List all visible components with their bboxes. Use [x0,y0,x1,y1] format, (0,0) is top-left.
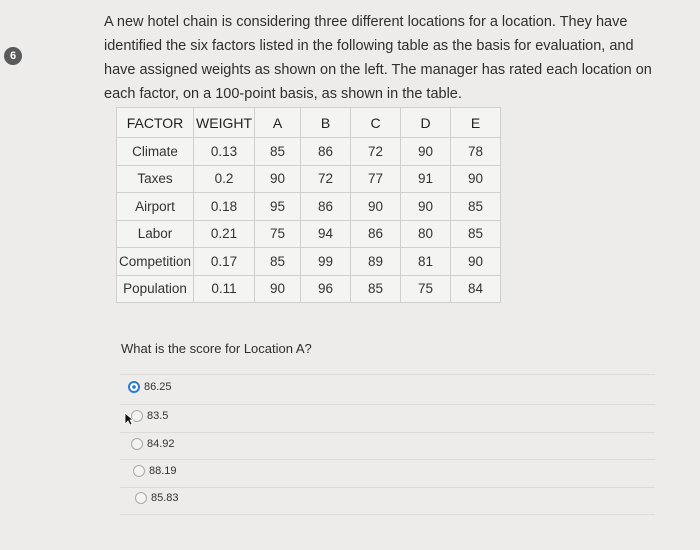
table-row [117,275,501,303]
option-label: 85.83 [151,492,179,504]
table-cell: 0.21 [194,220,255,248]
factor-table [116,107,501,303]
table-cell: 78 [451,138,501,166]
header-factor: FACTOR [117,108,194,138]
table-cell: Competition [117,248,194,276]
table-cell: 77 [351,165,401,193]
table-cell: Labor [117,220,194,248]
answer-option-1[interactable] [128,381,172,393]
table-cell: 0.13 [194,138,255,166]
radio-button[interactable] [131,438,143,450]
table-cell: 99 [301,248,351,276]
header-b: B [301,108,351,138]
table-row [117,138,501,166]
table-cell: 0.11 [194,275,255,303]
header-a: A [255,108,301,138]
table-cell: 81 [401,248,451,276]
option-label: 86.25 [144,381,172,393]
header-weight: WEIGHT [194,108,255,138]
table-cell: Climate [117,138,194,166]
header-c: C [351,108,401,138]
answer-option-2[interactable] [131,410,168,422]
table-row [117,193,501,221]
question-number-badge: 6 [4,47,22,65]
table-cell: 86 [301,193,351,221]
option-label: 83.5 [147,410,169,422]
table-cell: Population [117,275,194,303]
answer-option-5[interactable] [135,492,179,504]
table-cell: 95 [255,193,301,221]
table-cell: 85 [451,220,501,248]
table-cell: 72 [351,138,401,166]
table-cell: 90 [401,138,451,166]
table-cell: 90 [255,165,301,193]
table-header-row [117,108,501,138]
divider [120,487,655,488]
table-cell: 90 [451,165,501,193]
table-cell: 91 [401,165,451,193]
divider [120,404,655,405]
table-row [117,220,501,248]
table-cell: 89 [351,248,401,276]
table-cell: 84 [451,275,501,303]
table-cell: 80 [401,220,451,248]
table-cell: 72 [301,165,351,193]
radio-button[interactable] [133,465,145,477]
table-cell: 90 [451,248,501,276]
option-label: 84.92 [147,438,175,450]
header-d: D [401,108,451,138]
question-text: A new hotel chain is considering three different locations for a location. They have identified the six factors listed in the following table as the basis for evaluation, and have assigned weights as shown on the left. The manager has rated each location on each factor, on a 100-point basis, as shown in the table. [104,14,652,102]
mouse-cursor-icon [124,412,134,426]
table-cell: 0.18 [194,193,255,221]
table-cell: 85 [351,275,401,303]
divider [120,514,655,515]
table-cell: 90 [351,193,401,221]
table-cell: Taxes [117,165,194,193]
answer-option-4[interactable] [133,465,177,477]
sub-question-text: What is the score for Location A? [121,341,312,356]
divider [120,459,655,460]
table-cell: 85 [255,138,301,166]
option-label: 88.19 [149,465,177,477]
table-row [117,165,501,193]
table-cell: 75 [255,220,301,248]
divider [120,432,655,433]
table-cell: 90 [255,275,301,303]
header-e: E [451,108,501,138]
answer-option-3[interactable] [131,438,175,450]
table-cell: 85 [255,248,301,276]
table-cell: 85 [451,193,501,221]
table-row [117,248,501,276]
radio-button[interactable] [128,381,140,393]
radio-button[interactable] [135,492,147,504]
table-cell: 75 [401,275,451,303]
table-cell: 86 [351,220,401,248]
table-cell: 90 [401,193,451,221]
table-cell: 86 [301,138,351,166]
table-cell: 0.17 [194,248,255,276]
divider [120,374,655,375]
table-cell: 96 [301,275,351,303]
table-cell: 94 [301,220,351,248]
table-cell: 0.2 [194,165,255,193]
table-cell: Airport [117,193,194,221]
